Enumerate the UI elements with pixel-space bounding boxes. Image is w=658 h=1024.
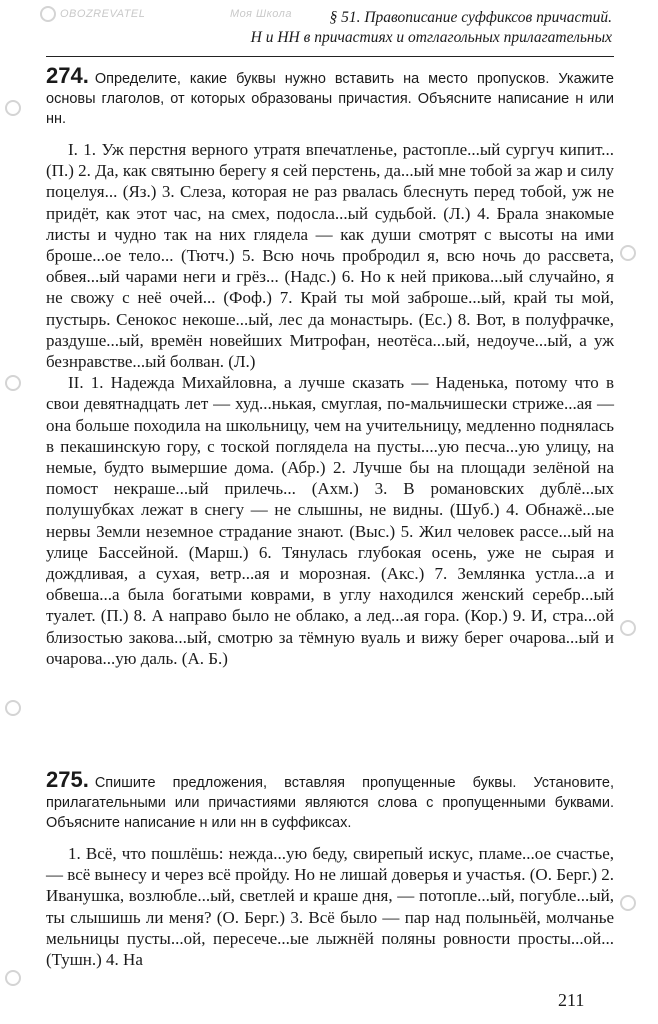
watermark-logo-icon — [620, 620, 636, 636]
exercise-274-part-2: II. 1. Надежда Михайловна, а лучше сказать — Наденька, потому что в свои девятнадцать лет — худ...нькая, смуглая, по-мальчишески стриже...ая — она больше походила на школьницу, чем на учительницу, медленно поднялась в пекашинскую гору, с тоской поглядела на пусты....ую песча...ую улицу, на немые, будто вымершие дома. (Абр.) 2. Лучше бы на площади зелёной на помост некраше...ый прилечь... (Ахм.) 3. В романовских дублё...ых полушубках лежат в снегу — не слышны, не видны. (Шуб.) 4. Обнажё...ые нервы Земли неземное страдание знают. (Выс.) 5. Жил человек рассе...ый на улице Бассейной. (Марш.) 6. Тянулась глубокая осень, уже не сырая и дождливая, а сухая, ветр...ая и морозная. (Акс.) 7. Землянка устла...а и обвеша...а была богатыми коврами, в углу находился женский серебр...ый туалет. (П.) 8. А направо было не облако, а лед...ая гора. (Кор.) 9. И, стра...ой близостью закова...ый, смотрю за тёмную вуаль и вижу берег очарова...ый и очарова...ую даль. (А. Б.) — [46, 373, 614, 668]
watermark-logo-icon — [5, 375, 21, 391]
exercise-275-text: 1. Всё, что пошлёшь: нежда...ую беду, свирепый искус, пламе...ое счастье, — всё вынесу и через всё пройду. Но не лишай доверья и участья. (О. Берг.) 2. Иванушка, возлюбле...ый, светлей и краше дня, — потопле...ый, погубле...ый, ты слышишь ли меня? (О. Берг.) 3. Всё было — пар над полыньёй, молчанье мельницы пусты...ой, пересече...ые лыжнёй поляны ровности просты...ой... (Тушн.) 4. На — [46, 844, 614, 970]
exercise-275-number: 275. — [46, 767, 89, 792]
running-header — [192, 8, 612, 48]
watermark-logo-icon — [5, 100, 21, 116]
watermark-logo-icon — [5, 700, 21, 716]
watermark-logo-icon — [40, 6, 56, 22]
exercise-275 — [46, 767, 614, 970]
watermark: Моя Школа — [230, 8, 292, 20]
exercise-274 — [46, 63, 614, 669]
watermark-logo-icon — [620, 245, 636, 261]
exercise-274-instruction: 274. Определите, какие буквы нужно вставить на место пропусков. Укажите основы глаголов, от которых образованы причастия. Объясните написание н или нн. — [46, 63, 614, 127]
watermark-logo-icon — [620, 895, 636, 911]
watermark: OBOZREVATEL — [60, 8, 146, 20]
header-divider — [46, 56, 614, 57]
page-number: 211 — [558, 990, 585, 1010]
exercise-275-instruction: 275. Спишите предложения, вставляя пропущенные буквы. Установите, прилагательными или причастиями являются слова с пропущенными буквами. Объясните написание н или нн в суффиксах. — [46, 767, 614, 831]
watermark-logo-icon — [5, 970, 21, 986]
header-subtitle: Н и НН в причастиях и отглагольных прилагательных — [250, 29, 612, 46]
exercise-274-number: 274. — [46, 63, 89, 88]
header-section-title: § 51. Правописание суффиксов причастий. — [329, 9, 612, 26]
exercise-274-part-1: I. 1. Уж перстня верного утратя впечатленье, растопле...ый сургуч кипит... (П.) 2. Да, как святыню берегу я сей перстень, да...ый мне тобой за жар и силу поцелуя... (Яз.) 3. Слеза, которая не раз рвалась блеснуть перед тобой, уж не придёт, как этот час, на смех, подосла...ый судьбой. (Л.) 4. Брала знакомые листы и чудно так на них глядела — как души смотрят с высоты на ими броше...ое тело... (Тютч.) 5. Всю ночь пробродил я, всю ночь до рассвета, обвея...ый чарами неги и грёз... (Надс.) 6. Но к ней прикова...ый случайно, я не свожу с неё очей... (Фоф.) 7. Край ты мой заброше...ый, край ты мой, пустырь. Сенокос некоше...ый, лес да монастырь. (Ес.) 8. Вот, в полуфрачке, раздуше...ый, времён новейших Митрофан, неотёса...ый, недоуче...ый, а уж безнравстве...ый болван. (Л.) — [46, 140, 614, 372]
